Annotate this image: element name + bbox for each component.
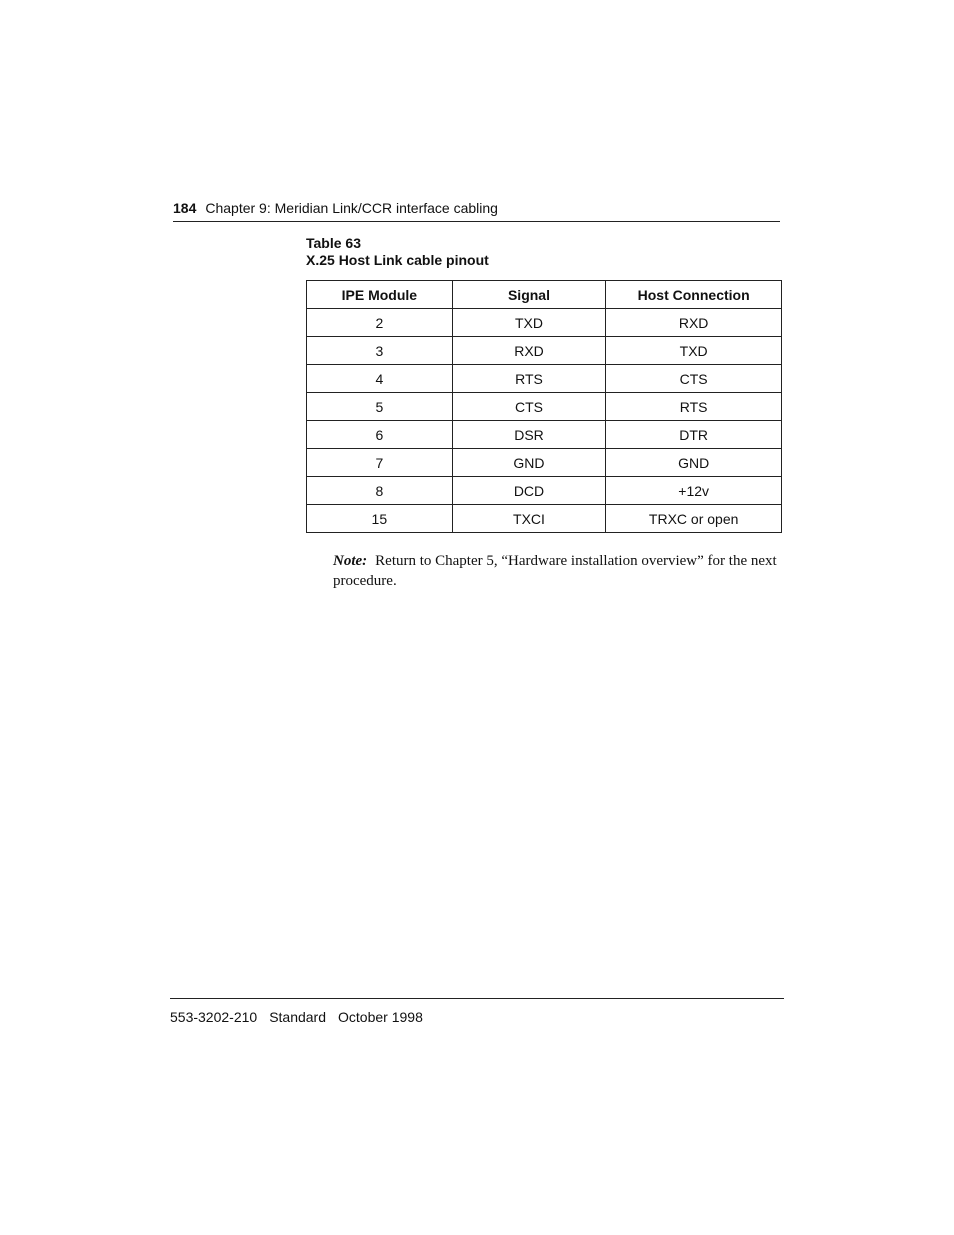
column-header-signal: Signal: [452, 281, 606, 309]
ipe-module-cell: 3: [307, 337, 453, 365]
table-row: [307, 337, 782, 365]
table-header-row: [307, 281, 782, 309]
table-row: [307, 309, 782, 337]
signal-cell: GND: [452, 449, 606, 477]
table-row: [307, 505, 782, 533]
chapter-title: Chapter 9: Meridian Link/CCR interface cabling: [205, 200, 498, 216]
ipe-module-cell: 5: [307, 393, 453, 421]
host-connection-cell: +12v: [606, 477, 782, 505]
page-header: [173, 199, 780, 222]
column-header-host-connection: Host Connection: [606, 281, 782, 309]
signal-cell: RXD: [452, 337, 606, 365]
host-connection-cell: GND: [606, 449, 782, 477]
page-number: 184: [173, 200, 197, 216]
table-label: Table 63: [306, 235, 361, 251]
host-connection-cell: RXD: [606, 309, 782, 337]
document-status: Standard: [269, 1009, 327, 1025]
table-caption: [306, 235, 489, 269]
column-header-ipe-module: IPE Module: [307, 281, 453, 309]
host-connection-cell: RTS: [606, 393, 782, 421]
ipe-module-cell: 6: [307, 421, 453, 449]
signal-cell: DSR: [452, 421, 606, 449]
note-paragraph: [333, 551, 783, 591]
signal-cell: DCD: [452, 477, 606, 505]
table-row: [307, 393, 782, 421]
host-connection-cell: DTR: [606, 421, 782, 449]
document-number: 553-3202-210: [170, 1009, 258, 1025]
host-connection-cell: TRXC or open: [606, 505, 782, 533]
table-title: X.25 Host Link cable pinout: [306, 252, 489, 268]
signal-cell: RTS: [452, 365, 606, 393]
signal-cell: TXD: [452, 309, 606, 337]
ipe-module-cell: 4: [307, 365, 453, 393]
ipe-module-cell: 7: [307, 449, 453, 477]
table-row: [307, 477, 782, 505]
signal-cell: TXCI: [452, 505, 606, 533]
note-label: Note:: [333, 553, 368, 569]
ipe-module-cell: 2: [307, 309, 453, 337]
host-connection-cell: TXD: [606, 337, 782, 365]
host-connection-cell: CTS: [606, 365, 782, 393]
note-text: Return to Chapter 5, “Hardware installation overview” for the next procedure.: [333, 553, 777, 589]
table-row: [307, 449, 782, 477]
signal-cell: CTS: [452, 393, 606, 421]
ipe-module-cell: 15: [307, 505, 453, 533]
ipe-module-cell: 8: [307, 477, 453, 505]
page-footer: [170, 998, 784, 1026]
table-row: [307, 421, 782, 449]
table-row: [307, 365, 782, 393]
publication-date: October 1998: [338, 1009, 423, 1025]
pinout-table: [306, 280, 782, 533]
